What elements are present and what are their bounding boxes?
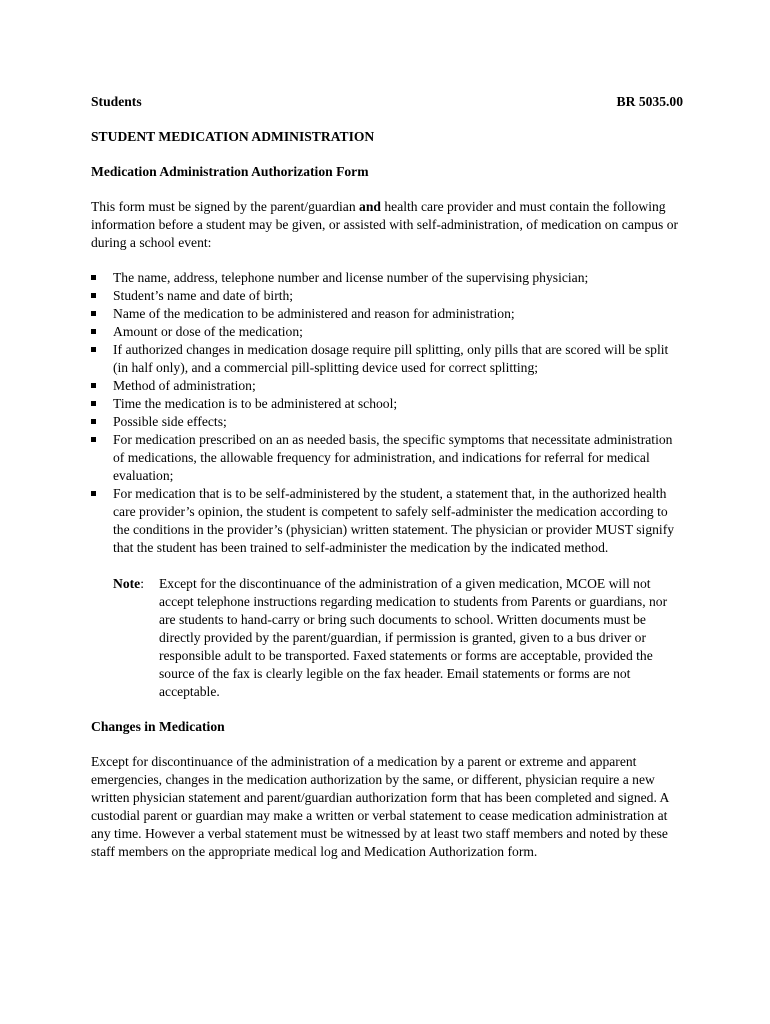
list-item [91, 287, 683, 305]
note-block [113, 575, 683, 701]
square-bullet-icon [91, 311, 96, 316]
list-item [91, 485, 683, 557]
square-bullet-icon [91, 419, 96, 424]
note-label [113, 575, 144, 593]
list-item [91, 377, 683, 395]
form-subtitle: Medication Administration Authorization Form [91, 164, 369, 179]
list-item [91, 395, 683, 413]
list-item-text: Student’s name and date of birth; [113, 288, 294, 303]
list-item-text: If authorized changes in medication dosage require pill splitting, only pills that are scored will be split (in half only), and a commercial pill-splitting device used for correct splitting; [113, 342, 669, 375]
square-bullet-icon [91, 437, 96, 442]
list-item-text: Method of administration; [113, 378, 256, 393]
list-item [91, 413, 683, 431]
note-label-colon: : [140, 576, 144, 591]
intro-text-part2: health care provider and must contain the following information before a student may be given, or assisted with self-administration, of medication on campus or during a school event: [91, 199, 679, 250]
list-item-text: For medication prescribed on an as needed basis, the specific symptoms that necessitate administration of medications, the allowable frequency for administration, and indications for referral for medical evaluation; [113, 432, 673, 483]
square-bullet-icon [91, 383, 96, 388]
list-item-text: Name of the medication to be administered and reason for administration; [113, 306, 515, 321]
list-item [91, 341, 683, 377]
intro-emphasis: and [359, 199, 381, 214]
page-header [91, 93, 683, 111]
changes-paragraph: Except for discontinuance of the administration of a medication by a parent or extreme and apparent emergencies, changes in the medication authorization by the same, or different, physician require a new written physician statement and parent/guardian authorization form that has been completed and signed. A custodial parent or guardian may make a written or verbal statement to cease medication administration at any time. However a verbal statement must be witnessed by at least two staff members and noted by these staff members on the appropriate medical log and Medication Authorization form. [91, 754, 669, 859]
intro-paragraph [91, 198, 683, 252]
list-item-text: The name, address, telephone number and license number of the supervising physician; [113, 270, 589, 285]
list-item [91, 431, 683, 485]
requirements-list [91, 269, 683, 557]
list-item [91, 323, 683, 341]
square-bullet-icon [91, 329, 96, 334]
list-item-text: Time the medication is to be administered at school; [113, 396, 398, 411]
list-item-text: Amount or dose of the medication; [113, 324, 303, 339]
document-page [91, 93, 683, 861]
header-section-label: Students [91, 94, 142, 109]
note-label-text: Note [113, 576, 141, 591]
list-item [91, 305, 683, 323]
square-bullet-icon [91, 347, 96, 352]
list-item [91, 269, 683, 287]
intro-text-part1: This form must be signed by the parent/guardian [91, 199, 360, 214]
header-policy-number: BR 5035.00 [616, 94, 683, 109]
square-bullet-icon [91, 401, 96, 406]
list-item-text: Possible side effects; [113, 414, 227, 429]
square-bullet-icon [91, 293, 96, 298]
document-title: STUDENT MEDICATION ADMINISTRATION [91, 129, 375, 144]
changes-heading: Changes in Medication [91, 719, 225, 734]
note-text: Except for the discontinuance of the administration of a given medication, MCOE will not accept telephone instructions regarding medication to students from Parents or guardians, nor are students to hand-carry or bring such documents to school. Written documents must be directly provided by the parent/guardian, if permission is granted, given to a bus driver or responsible adult to be transported. Faxed statements or forms are acceptable, provided the source of the fax is clearly legible on the fax header. Email statements or forms are not acceptable. [159, 576, 668, 699]
square-bullet-icon [91, 491, 96, 496]
square-bullet-icon [91, 275, 96, 280]
list-item-text: For medication that is to be self-administered by the student, a statement that, in the authorized health care provider’s opinion, the student is competent to safely self-administer the medication according to the conditions in the provider’s (physician) written statement. The physician or provider MUST signify that the student has been trained to self-administer the medication by the indicated method. [113, 486, 675, 555]
